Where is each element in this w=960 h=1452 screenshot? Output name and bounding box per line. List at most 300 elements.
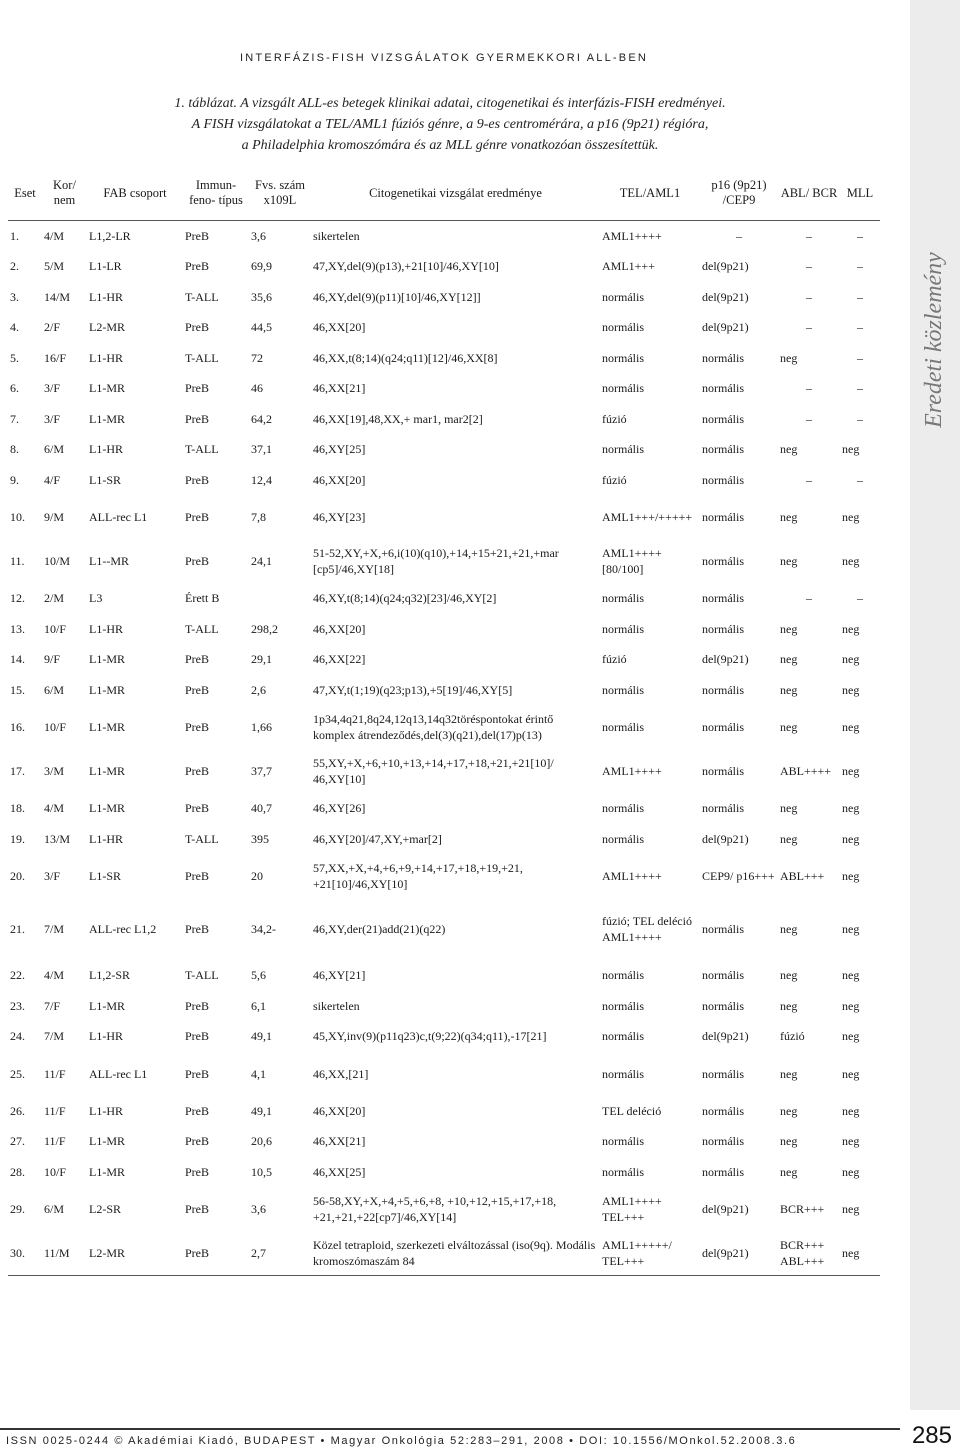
cell-mll: neg [842,1164,860,1179]
table-row [8,644,880,675]
cell-cito: 46,XX[20] [313,621,366,636]
table-caption [60,93,840,156]
cell-fvs: 46 [251,381,263,396]
cell-cito: 46,XX[19],48,XX,+ mar1, mar2[2] [313,411,483,426]
table-row [8,675,880,706]
cell-tel: normális [602,442,644,457]
cell-fvs: 40,7 [251,801,272,816]
table-header-row [8,170,880,221]
cell-cito: 47,XY,t(1;19)(q23;p13),+5[19]/46,XY[5] [313,682,513,697]
cell-immun: PreB [185,1103,209,1118]
cell-tel: AML1++++ [602,869,662,883]
cell-fab: L2-MR [89,1245,125,1260]
table-row [8,404,880,435]
cell-mll: neg [842,968,860,983]
cell-fab: L1-HR [89,442,123,457]
cell-mll: – [857,320,863,335]
col-header-immun: Immun- feno- típus [189,178,243,207]
cell-kor: 6/M [44,682,65,697]
cell-immun: PreB [185,682,209,697]
cell-immun: T-ALL [185,968,219,983]
cell-fvs: 37,7 [251,764,272,778]
cell-mll: neg [842,720,860,734]
cell-abl: BCR+++ ABL+++ [780,1237,825,1268]
cell-eset: 21. [10,922,25,936]
cell-immun: PreB [185,801,209,816]
cell-fab: L1,2-SR [89,968,131,983]
table-row [8,373,880,404]
cell-immun: PreB [185,1066,209,1081]
cell-eset: 16. [10,720,25,734]
cell-mll: – [857,350,863,365]
cell-p16: normális [702,1164,744,1179]
col-header-mll: MLL [846,185,874,200]
cell-p16: del(9p21) [702,320,749,335]
cell-kor: 16/F [44,350,67,365]
page-number: 285 [911,1422,952,1449]
cell-abl: neg [780,998,798,1013]
cell-eset: 29. [10,1202,25,1216]
cell-tel: fúzió [602,472,627,487]
table-row [8,282,880,313]
cell-eset: 19. [10,831,25,846]
cell-abl: neg [780,652,798,667]
cell-fab: L1-HR [89,289,123,304]
cell-fab: L1-SR [89,869,122,883]
table-row [8,495,880,539]
cell-fab: L1-MR [89,720,125,734]
cell-fab: L1-SR [89,472,122,487]
cell-fvs: 298,2 [251,621,278,636]
cell-cito: 45,XY,inv(9)(p11q23)c,t(9;22)(q34;q11),-17[21] [313,1029,547,1044]
cell-immun: PreB [185,764,209,778]
cell-tel: AML1+++ [602,259,655,274]
cell-fab: L1-MR [89,1164,125,1179]
cell-eset: 24. [10,1029,25,1044]
cell-p16: del(9p21) [702,289,749,304]
cell-kor: 13/M [44,831,71,846]
cell-mll: neg [842,869,860,883]
cell-tel: normális [602,621,644,636]
cell-cito: 51-52,XY,+X,+6,i(10)(q10),+14,+15+21,+21,+mar [cp5]/46,XY[18] [313,546,559,576]
cell-p16: normális [702,411,744,426]
cell-mll: – [857,259,863,274]
cell-p16: CEP9/ p16+++ [702,869,775,883]
cell-fab: L1--MR [89,554,129,568]
cell-immun: PreB [185,472,209,487]
cell-immun: PreB [185,320,209,335]
table-row [8,1231,880,1275]
cell-mll: – [857,591,863,606]
results-table [8,170,880,1276]
cell-cito: 47,XY,del(9)(p13),+21[10]/46,XY[10] [313,259,499,274]
cell-immun: Érett B [185,591,220,606]
cell-eset: 9. [10,472,19,487]
cell-mll: neg [842,831,860,846]
cell-tel: AML1++++ [80/100] [602,546,662,576]
cell-eset: 13. [10,621,25,636]
cell-fab: L2-MR [89,320,125,335]
cell-eset: 14. [10,652,25,667]
cell-kor: 9/M [44,510,65,524]
cell-immun: PreB [185,554,209,568]
table-row [8,991,880,1022]
table-row [8,614,880,645]
cell-immun: PreB [185,259,209,274]
cell-immun: PreB [185,1164,209,1179]
cell-kor: 11/F [44,1066,66,1081]
cell-tel: normális [602,320,644,335]
cell-fvs: 4,1 [251,1066,266,1081]
cell-eset: 22. [10,968,25,983]
cell-mll: – [857,381,863,396]
cell-p16: normális [702,801,744,816]
cell-eset: 5. [10,350,19,365]
cell-kor: 10/M [44,554,71,568]
cell-abl: ABL+++ [780,869,825,883]
cell-fvs: 69,9 [251,259,272,274]
cell-tel: AML1++++ [602,229,662,243]
col-header-cito: Citogenetikai vizsgálat eredménye [369,185,542,200]
cell-abl: – [806,591,812,606]
table-row [8,1096,880,1127]
cell-fab: L1-HR [89,350,123,365]
cell-cito: 46,XY[26] [313,801,366,816]
cell-kor: 2/F [44,320,61,335]
cell-immun: T-ALL [185,621,219,636]
cell-abl: – [806,289,812,304]
cell-mll: neg [842,1134,860,1149]
table-row [8,824,880,855]
cell-tel: TEL deléció [602,1103,662,1118]
cell-kor: 10/F [44,1164,67,1179]
cell-fvs [249,583,311,614]
cell-kor: 7/F [44,998,61,1013]
cell-mll: neg [842,510,860,524]
table-row [8,539,880,583]
cell-cito: sikertelen [313,229,360,243]
cell-kor: 14/M [44,289,71,304]
cell-kor: 9/F [44,652,61,667]
cell-cito: sikertelen [313,998,360,1013]
cell-kor: 6/M [44,442,65,457]
cell-cito: 46,XX[21] [313,381,366,396]
section-sidebar [910,0,960,1410]
cell-mll: – [857,229,863,243]
cell-abl: neg [780,510,798,524]
cell-cito: 46,XX,t(8;14)(q24;q11)[12]/46,XX[8] [313,350,498,365]
cell-cito: 46,XY[25] [313,442,366,457]
cell-immun: T-ALL [185,442,219,457]
cell-immun: PreB [185,381,209,396]
cell-cito: 57,XX,+X,+4,+6,+9,+14,+17,+18,+19,+21, +21[10]/46,XY[10] [313,861,523,891]
cell-kor: 3/F [44,411,61,426]
cell-immun: PreB [185,652,209,667]
cell-abl: neg [780,968,798,983]
cell-abl: neg [780,1164,798,1179]
cell-mll: neg [842,801,860,816]
cell-mll: neg [842,554,860,568]
table-row [8,583,880,614]
cell-mll: neg [842,682,860,697]
cell-mll: neg [842,764,860,778]
cell-immun: PreB [185,1029,209,1044]
cell-tel: AML1++++ TEL+++ [602,1194,662,1224]
cell-p16: del(9p21) [702,1029,749,1044]
caption-line: A FISH vizsgálatokat a TEL/AML1 fúziós génre, a 9-es centromérára, a p16 (9p21) régióra, [191,117,709,132]
cell-cito: 46,XY,der(21)add(21)(q22) [313,922,446,936]
col-header-fab: FAB csoport [103,185,167,200]
cell-immun: T-ALL [185,831,219,846]
cell-cito: 55,XY,+X,+6,+10,+13,+14,+17,+18,+21,+21[10]/ 46,XY[10] [313,756,554,786]
cell-abl: – [806,381,812,396]
cell-cito: Közel tetraploid, szerkezeti elváltozással (iso(9q). Modális kromoszómaszám 84 [313,1237,596,1268]
cell-p16: normális [702,968,744,983]
table-row [8,251,880,282]
cell-eset: 12. [10,591,25,606]
cell-fvs: 64,2 [251,411,272,426]
cell-fvs: 24,1 [251,554,272,568]
cell-immun: PreB [185,869,209,883]
cell-immun: PreB [185,229,209,243]
cell-tel: fúzió [602,411,627,426]
cell-fab: L1-HR [89,1103,123,1118]
cell-abl: neg [780,350,798,365]
cell-eset: 20. [10,869,25,883]
cell-abl: BCR+++ [780,1202,825,1216]
cell-eset: 15. [10,682,25,697]
cell-eset: 8. [10,442,19,457]
cell-tel: normális [602,381,644,396]
cell-fvs: 34,2- [251,922,276,936]
cell-cito: 46,XX,[21] [313,1066,369,1081]
cell-kor: 6/M [44,1202,65,1216]
cell-eset: 26. [10,1103,25,1118]
cell-p16: normális [702,554,744,568]
cell-tel: normális [602,968,644,983]
col-header-kor: Kor/ nem [53,178,76,207]
cell-abl: neg [780,922,798,936]
table-row [8,1052,880,1096]
cell-tel: AML1+++/+++++ [602,510,693,524]
cell-cito: 46,XX[20] [313,1103,366,1118]
cell-p16: normális [702,472,744,487]
cell-abl: neg [780,801,798,816]
table-row [8,434,880,465]
cell-fab: L1-MR [89,652,125,667]
cell-tel: normális [602,801,644,816]
caption-line: 1. táblázat. A vizsgált ALL-es betegek klinikai adatai, citogenetikai és interfázis-FISH eredményei. [174,96,726,111]
cell-eset: 10. [10,510,25,524]
col-header-tel: TEL/AML1 [619,185,681,200]
cell-p16: del(9p21) [702,1202,749,1216]
cell-fvs: 72 [251,350,263,365]
cell-kor: 11/M [44,1245,70,1260]
table-row [8,1021,880,1052]
cell-fab: L1-HR [89,621,123,636]
cell-fab: L1-MR [89,998,125,1013]
footer-citation: ISSN 0025-0244 © Akadémiai Kiadó, BUDAPEST • Magyar Onkológia 52:283–291, 2008 • DOI: 10.1556/MOnkol.52.2008.3.6 [6,1435,797,1447]
table-row [8,465,880,496]
cell-kor: 3/M [44,764,65,778]
cell-cito: 46,XX[20] [313,472,366,487]
cell-cito: 46,XX[25] [313,1164,366,1179]
cell-abl: – [806,472,812,487]
cell-tel: AML1+++++/ TEL+++ [602,1237,672,1268]
cell-tel: normális [602,831,644,846]
cell-p16: normális [702,682,744,697]
cell-tel: normális [602,1164,644,1179]
cell-abl: neg [780,831,798,846]
cell-cito: 46,XY[20]/47,XY,+mar[2] [313,831,442,846]
table-row [8,705,880,749]
cell-fvs: 49,1 [251,1029,272,1044]
cell-immun: PreB [185,1245,209,1260]
col-header-p16: p16 (9p21) /CEP9 [711,178,767,207]
cell-p16: normális [702,764,744,778]
cell-mll: neg [842,1066,860,1081]
cell-cito: 46,XY[23] [313,510,366,524]
cell-fvs: 3,6 [251,229,266,243]
cell-kor: 3/F [44,869,61,883]
table-row [8,749,880,793]
cell-abl: – [806,411,812,426]
cell-eset: 11. [10,554,25,568]
cell-eset: 28. [10,1164,25,1179]
cell-mll: neg [842,1202,860,1216]
cell-eset: 1. [10,229,19,243]
cell-fvs: 7,8 [251,510,266,524]
cell-eset: 7. [10,411,19,426]
cell-tel: normális [602,720,644,734]
cell-tel: fúzió [602,652,627,667]
cell-tel: normális [602,998,644,1013]
cell-p16: normális [702,1134,744,1149]
cell-abl: ABL++++ [780,764,832,778]
cell-abl: neg [780,621,798,636]
cell-fab: L1-HR [89,831,123,846]
cell-immun: PreB [185,922,209,936]
cell-eset: 3. [10,289,19,304]
table-row [8,312,880,343]
cell-kor: 11/F [44,1134,66,1149]
cell-kor: 7/M [44,922,65,936]
cell-cito: 46,XY,del(9)(p11)[10]/46,XY[12]] [313,289,481,304]
cell-kor: 5/M [44,259,65,274]
cell-fab: L1-MR [89,411,125,426]
cell-p16: normális [702,1066,744,1081]
cell-fab: L1,2-LR [89,229,131,243]
cell-fvs: 2,6 [251,682,266,697]
table-row [8,1126,880,1157]
cell-mll: neg [842,998,860,1013]
footer-rule [0,1428,900,1430]
cell-immun: T-ALL [185,350,219,365]
cell-immun: PreB [185,510,209,524]
cell-tel: AML1++++ [602,764,662,778]
cell-kor: 4/M [44,229,65,243]
cell-tel: fúzió; TEL deléció AML1++++ [602,914,692,944]
cell-abl: – [806,259,812,274]
cell-p16: normális [702,381,744,396]
cell-immun: PreB [185,998,209,1013]
cell-p16: normális [702,591,744,606]
table-row [8,898,880,960]
table-row [8,221,880,252]
cell-kor: 4/F [44,472,61,487]
cell-abl: neg [780,1134,798,1149]
col-header-eset: Eset [14,185,36,200]
cell-cito: 46,XY,t(8;14)(q24;q32)[23]/46,XY[2] [313,591,497,606]
cell-mll: neg [842,1103,860,1118]
cell-cito: 56-58,XY,+X,+4,+5,+6,+8, +10,+12,+15,+17,+18, +21,+21,+22[cp7]/46,XY[14] [313,1194,557,1224]
cell-abl: neg [780,720,798,734]
cell-eset: 17. [10,764,25,778]
cell-eset: 27. [10,1134,25,1149]
cell-fvs: 35,6 [251,289,272,304]
cell-abl: neg [780,682,798,697]
page-footer [0,1412,960,1452]
cell-immun: PreB [185,411,209,426]
cell-abl: neg [780,442,798,457]
cell-eset: 30. [10,1245,25,1260]
cell-fvs: 395 [251,831,269,846]
cell-mll: – [857,289,863,304]
cell-p16: normális [702,1103,744,1118]
cell-kor: 2/M [44,591,65,606]
cell-fab: L1-MR [89,381,125,396]
cell-cito: 46,XX[20] [313,320,366,335]
cell-fab: L1-MR [89,764,125,778]
cell-fab: L1-LR [89,259,122,274]
cell-eset: 4. [10,320,19,335]
cell-p16: – [736,229,742,243]
cell-p16: del(9p21) [702,831,749,846]
cell-kor: 4/M [44,801,65,816]
cell-fab: L2-SR [89,1202,122,1216]
running-header: INTERFÁZIS-FISH VIZSGÁLATOK GYERMEKKORI ALL-BEN [240,52,648,64]
cell-mll: neg [842,1029,860,1044]
cell-tel: normális [602,289,644,304]
table-row [8,960,880,991]
cell-kor: 11/F [44,1103,66,1118]
cell-cito: 46,XX[22] [313,652,366,667]
cell-fvs: 49,1 [251,1103,272,1118]
cell-eset: 2. [10,259,19,274]
cell-tel: normális [602,1029,644,1044]
cell-fab: ALL-rec L1 [89,510,148,524]
cell-abl: neg [780,554,798,568]
cell-tel: normális [602,1134,644,1149]
cell-fvs: 44,5 [251,320,272,335]
cell-abl: – [806,320,812,335]
cell-kor: 10/F [44,621,67,636]
cell-p16: normális [702,998,744,1013]
cell-eset: 18. [10,801,25,816]
cell-immun: PreB [185,1202,209,1216]
cell-fvs: 20,6 [251,1134,272,1149]
table-row [8,1187,880,1231]
col-header-fvs: Fvs. szám x109L [255,178,305,207]
caption-line: a Philadelphia kromoszómára és az MLL génre vonatkozóan összesítettük. [241,138,659,153]
cell-fab: L1-MR [89,1134,125,1149]
cell-tel: normális [602,1066,644,1081]
cell-fvs: 20 [251,869,263,883]
section-label: Eredeti közlemény [921,252,947,428]
cell-mll: – [857,472,863,487]
col-header-abl: ABL/ BCR [780,185,838,200]
cell-fab: L1-MR [89,682,125,697]
